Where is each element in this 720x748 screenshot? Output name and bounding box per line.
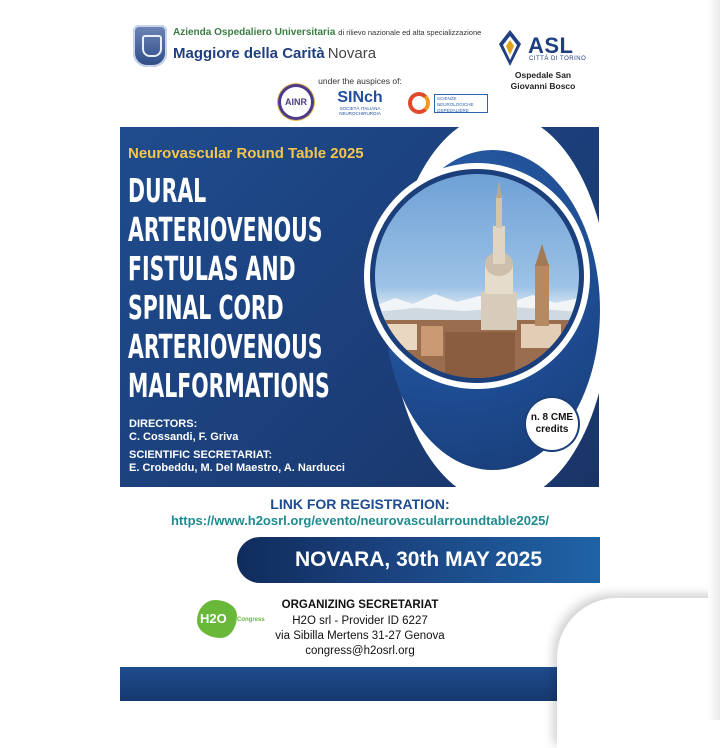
directors-label: DIRECTORS: [129,418,198,430]
cme-credits-badge [526,398,578,450]
hospital-name-suffix: di rilievo nazionale ed alta specializzazione [338,28,482,37]
title-line: DURAL [128,171,207,210]
event-date: NOVARA, 30th MAY 2025 [294,548,543,571]
scientific-secretariat-names: E. Crobeddu, M. Del Maestro, A. Narducci [129,462,345,474]
hospital-name-line1 [173,27,481,38]
title-line: MALFORMATIONS [128,366,330,405]
cathedral-illustration [375,174,579,378]
page-curl-corner [557,598,720,748]
registration-link[interactable]: https://www.h2osrl.org/evento/neurovascularroundtable2025/ [170,513,550,528]
hospital-name-text: Azienda Ospedaliero Universitaria [173,27,336,38]
sinch-logo-subtitle: SOCIETÀ ITALIANA NEUROCHIRURGIA [339,106,381,116]
asl-logo-subtitle: CITTÀ DI TORINO [529,56,587,62]
sno-logo [408,92,490,116]
title-line: ARTERIOVENOUS [128,327,323,366]
asl-logo-text: ASL [528,33,574,58]
ainr-logo: AINR [281,87,311,117]
cme-badge-line1: n. 8 CME [530,412,574,423]
sinch-logo [330,90,390,118]
asl-logo-icon [497,30,523,66]
sno-logo-text: SCIENZE NEUROLOGICHE OSPEDALIERE [434,94,488,113]
novara-cathedral-dome-image [375,174,579,378]
h2o-logo-text: H2O [200,611,227,626]
footer-bar [120,667,600,701]
hospital-name-line2 [173,45,376,62]
main-title [128,171,330,405]
organizing-provider: H2O srl - Provider ID 6227 [292,615,428,627]
hospital-name-main: Maggiore della Carità [173,45,325,62]
event-subtitle: Neurovascular Round Table 2025 [128,145,364,162]
hospital-seal-icon [133,25,167,67]
auspices-label: under the auspices of: [318,76,402,86]
organizing-email[interactable]: congress@h2osrl.org [305,645,415,657]
hospital-city: Novara [327,45,377,62]
sinch-logo-text: SINch [337,89,383,106]
sno-swirl-icon [408,92,430,114]
organizing-secretariat-label: ORGANIZING SECRETARIAT [281,599,439,611]
directors-names: C. Cossandi, F. Griva [129,431,239,443]
h2o-logo-subtitle: Congress [237,617,265,623]
cme-badge-line2: credits [535,424,569,435]
scientific-secretariat-label: SCIENTIFIC SECRETARIAT: [129,449,273,461]
asl-hospital-name: Ospedale San Giovanni Bosco [510,70,576,91]
registration-label: LINK FOR REGISTRATION: [270,496,450,512]
organizing-address: via Sibilla Mertens 31-27 Genova [275,630,445,642]
title-line: FISTULAS AND [128,249,296,288]
title-line: SPINAL CORD [128,288,284,327]
title-line: ARTERIOVENOUS [128,210,323,249]
page-right-edge [708,0,720,720]
